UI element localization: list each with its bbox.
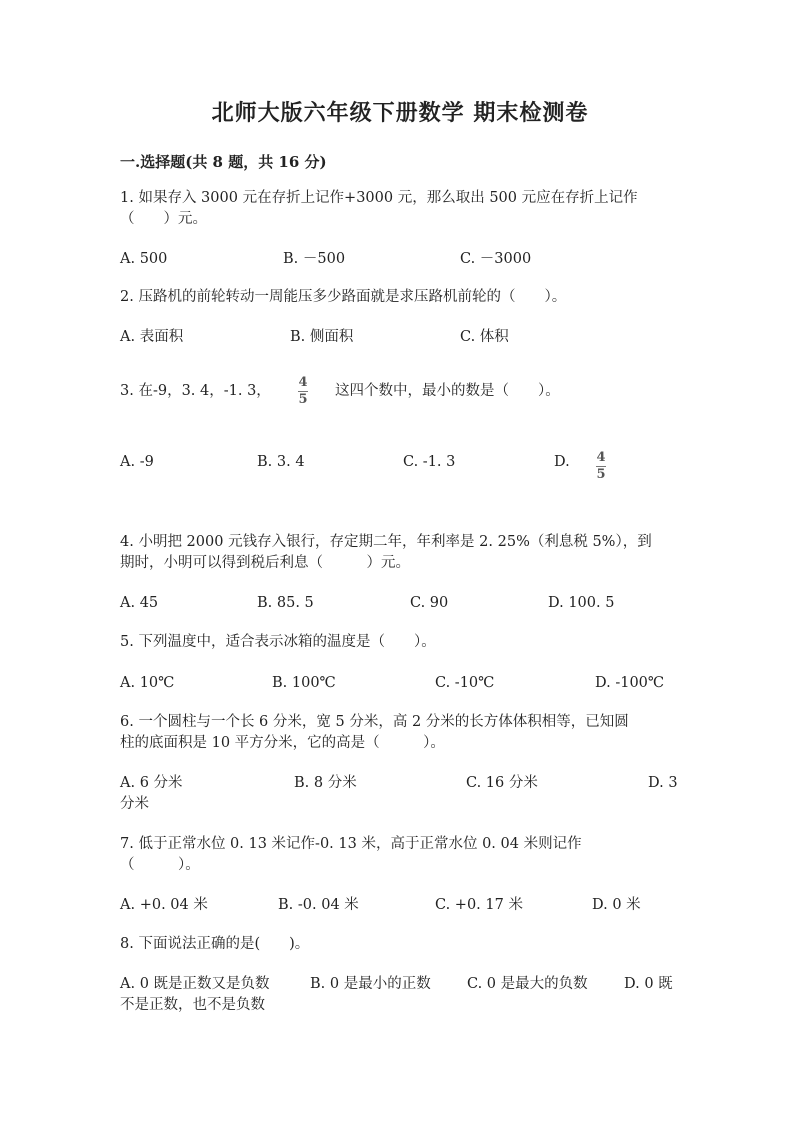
question-3-option-a: A. -9 — [120, 454, 154, 470]
question-6-option-d-continued: 分米 — [120, 796, 149, 812]
question-3-fraction — [298, 376, 308, 407]
question-8-option-c: C. 0 是最大的负数 — [467, 976, 588, 992]
question-4-option-a: A. 45 — [120, 595, 159, 611]
question-6-option-d: D. 3 — [648, 775, 678, 791]
fraction-numerator: 4 — [596, 450, 606, 465]
question-7-option-d: D. 0 米 — [592, 897, 641, 913]
question-7-option-c: C. +0. 17 米 — [435, 897, 523, 913]
question-7-option-b: B. -0. 04 米 — [278, 897, 359, 913]
fraction-numerator: 4 — [298, 375, 308, 390]
question-6-line-1: 6. 一个圆柱与一个长 6 分米，宽 5 分米，高 2 分米的长方体体积相等，已知圆 — [120, 714, 629, 730]
question-3-line-1: 3. 在-9，3. 4，-1. 3， — [120, 383, 271, 399]
question-4-option-c: C. 90 — [410, 595, 449, 611]
question-5-option-c: C. -10℃ — [435, 675, 495, 691]
question-6-option-a: A. 6 分米 — [120, 775, 183, 791]
question-7-line-1: 7. 低于正常水位 0. 13 米记作-0. 13 米，高于正常水位 0. 04 米则记作 — [120, 836, 582, 852]
question-5-option-b: B. 100℃ — [272, 675, 336, 691]
question-8-option-b: B. 0 是最小的正数 — [310, 976, 431, 992]
question-8-option-d-continued: 不是正数，也不是负数 — [120, 997, 265, 1013]
question-4-line-2: 期时，小明可以得到税后利息（ ）元。 — [120, 555, 410, 571]
fraction-denominator: 5 — [298, 392, 308, 407]
question-8-option-a: A. 0 既是正数又是负数 — [120, 976, 270, 992]
question-5-option-a: A. 10℃ — [120, 675, 175, 691]
question-2-option-c: C. 体积 — [460, 329, 509, 345]
section-heading: 一.选择题(共 8 题，共 16 分) — [120, 153, 327, 171]
question-7-option-a: A. +0. 04 米 — [120, 897, 208, 913]
question-1-option-c: C. －3000 — [460, 251, 532, 267]
question-6-line-2: 柱的底面积是 10 平方分米，它的高是（ ）。 — [120, 735, 445, 751]
question-3-option-c: C. -1. 3 — [403, 454, 456, 470]
page-title: 北师大版六年级下册数学 期末检测卷 — [211, 100, 589, 126]
question-1-option-b: B. －500 — [283, 251, 346, 267]
question-6-option-b: B. 8 分米 — [294, 775, 357, 791]
question-3-option-b: B. 3. 4 — [257, 454, 305, 470]
question-2-line-1: 2. 压路机的前轮转动一周能压多少路面就是求压路机前轮的（ ）。 — [120, 289, 567, 305]
question-8-line-1: 8. 下面说法正确的是( )。 — [120, 936, 310, 952]
question-5-option-d: D. -100℃ — [595, 675, 665, 691]
question-7-line-2: （ ）。 — [120, 857, 200, 873]
question-4-option-b: B. 85. 5 — [257, 595, 314, 611]
question-2-option-a: A. 表面积 — [120, 329, 184, 345]
question-2-option-b: B. 侧面积 — [290, 329, 354, 345]
question-6-option-c: C. 16 分米 — [466, 775, 538, 791]
question-8-option-d: D. 0 既 — [624, 976, 673, 992]
question-3-line-2: 这四个数中，最小的数是（ ）。 — [335, 383, 560, 399]
question-4-option-d: D. 100. 5 — [548, 595, 615, 611]
fraction-denominator: 5 — [596, 467, 606, 482]
question-5-line-1: 5. 下列温度中，适合表示冰箱的温度是（ ）。 — [120, 634, 436, 650]
question-3-option-d: D. — [554, 454, 570, 470]
question-4-line-1: 4. 小明把 2000 元钱存入银行，存定期二年，年利率是 2. 25%（利息税 5%），到 — [120, 534, 652, 550]
question-3-option-d-fraction — [596, 451, 606, 482]
question-1-line-1: 1. 如果存入 3000 元在存折上记作+3000 元，那么取出 500 元应在存折上记作 — [120, 190, 638, 206]
question-1-line-2: （ ）元。 — [120, 211, 207, 227]
question-1-option-a: A. 500 — [120, 251, 168, 267]
